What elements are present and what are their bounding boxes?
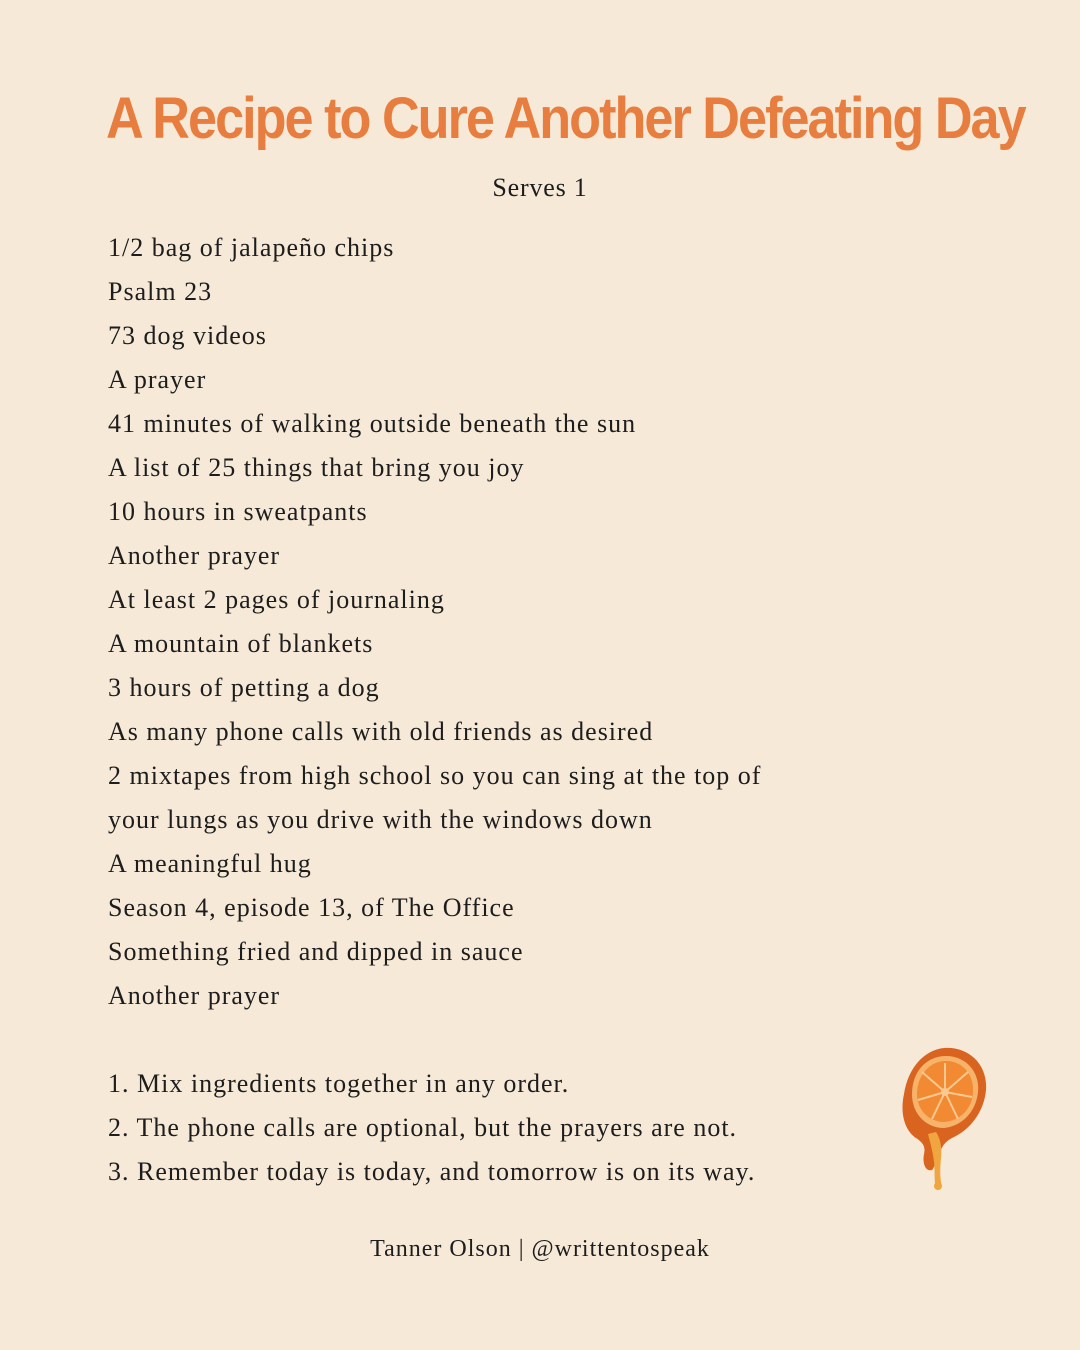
ingredients-list [108,226,761,1018]
orange-center [941,1088,949,1096]
ingredient-item: At least 2 pages of journaling [108,585,445,614]
ingredient-item: Season 4, episode 13, of The Office [108,893,515,922]
ingredient-item: A prayer [108,365,207,394]
ingredient-item: Something fried and dipped in sauce [108,937,524,966]
orange-drip-drop [934,1182,942,1190]
ingredient-item: A list of 25 things that bring you joy [108,453,525,482]
ingredient-item: 41 minutes of walking outside beneath the sun [108,409,637,438]
ingredient-item: As many phone calls with old friends as desired [108,717,654,746]
ingredient-item: Another prayer [108,981,281,1010]
step-item: 1. Mix ingredients together in any order. [108,1069,570,1098]
serves-label: Serves 1 [492,173,588,202]
ingredient-item: 1/2 bag of jalapeño chips [108,233,395,262]
ingredient-item: 2 mixtapes from high school so you can sing at the top of [108,761,762,790]
dripping-orange-slice-icon [896,1042,996,1192]
page-title: A Recipe to Cure Another Defeating Day [106,86,1025,151]
steps-list [108,1062,755,1194]
ingredient-item: 73 dog videos [108,321,267,350]
ingredient-item: A mountain of blankets [108,629,374,658]
ingredient-item: A meaningful hug [108,849,312,878]
step-item: 3. Remember today is today, and tomorrow is on its way. [108,1157,756,1186]
step-item: 2. The phone calls are optional, but the prayers are not. [108,1113,738,1142]
ingredient-item: 10 hours in sweatpants [108,497,368,526]
ingredient-item: 3 hours of petting a dog [108,673,380,702]
ingredient-item: Another prayer [108,541,281,570]
ingredient-item: Psalm 23 [108,277,213,306]
ingredient-item: your lungs as you drive with the windows down [108,805,653,834]
author-credit: Tanner Olson | @writtentospeak [370,1236,710,1262]
